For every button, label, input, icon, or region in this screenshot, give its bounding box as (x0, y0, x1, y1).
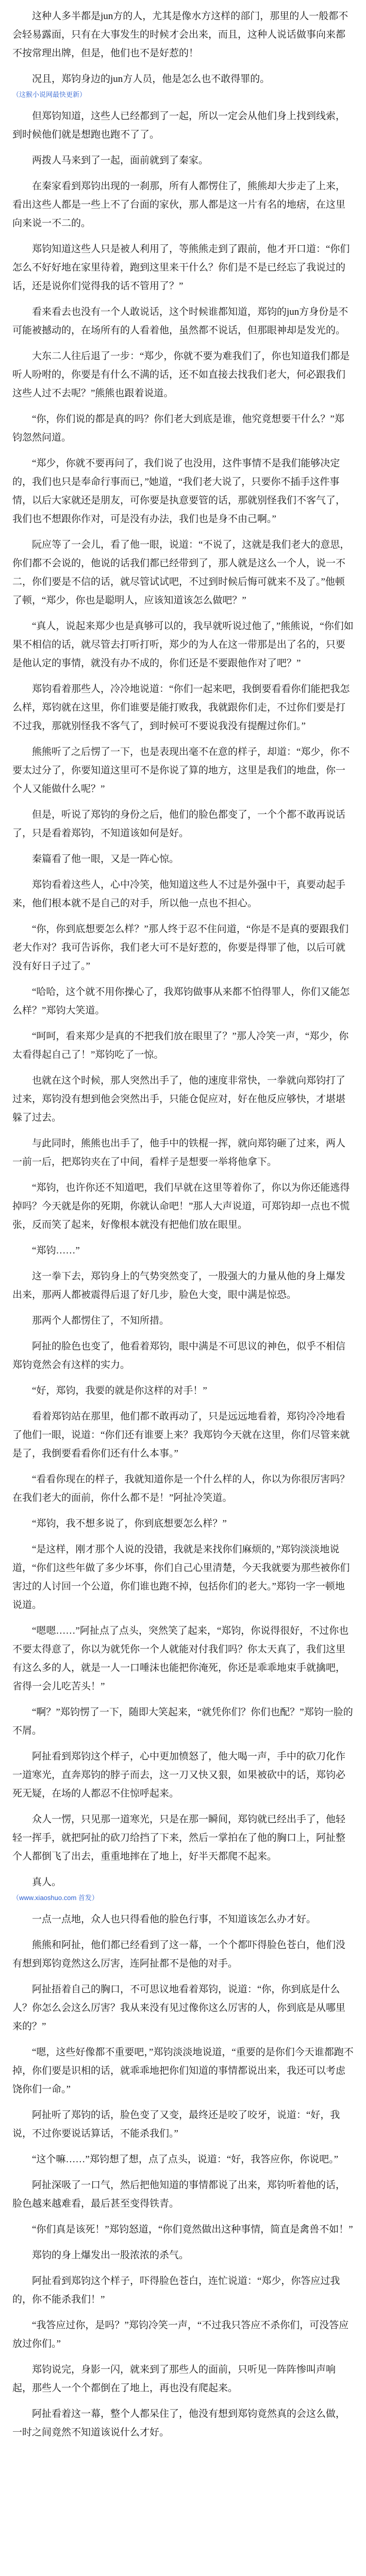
paragraph: 秦篇看了他一眼，又是一阵心惊。 (32, 854, 179, 865)
paragraph: 看来看去也没有一个人敢说话，这个时候谁都知道，郑钧的jun方身份是不可能被撼动的，在场所有的人看着他，虽然都不说话，但那眼神却是发光的。 (12, 307, 348, 336)
paragraph: “你，你到底想要怎么样？”那人终于忍不住问道，“你是不是真的要跟我们老大作对？我可告诉你，我们老大可不是好惹的，你要是得罪了他，以后可就没有好日子过了。” (12, 924, 349, 972)
paragraph: 这种人多半都是jun方的人，尤其是像水方这样的部门，那里的人一般都不会轻易露面，只有在大事发生的时候才会出来，而且，这种人说话做事向来都不按常理出牌，但是，他们也不是好惹的！ (12, 11, 348, 59)
paragraph: “啊？”郑钧愣了一下，随即大笑起来，“就凭你们？你们也配？”郑钧一脸的不屑。 (12, 1707, 353, 1736)
paragraph: 阿扯看到郑钧这个样子，心中更加愤怒了，他大喝一声，手中的砍刀化作一道寒光，直奔郑钧的脖子而去，这一刀又快又狠，如果被砍中的话，郑钧必死无疑，在场的人都忍不住惊呼起来。 (12, 1751, 346, 1799)
paragraph: 阿扯深吸了一口气，然后把他知道的事情都说了出来，郑钧听着他的话，脸色越来越难看，最后甚至变得铁青。 (12, 2180, 346, 2209)
paragraph: “真人，说起来郑少也是真够可以的，我早就听说过他了，”熊熊说，“你们如果不相信的话，就尽管去打听打听，郑少的为人在这一带那是出了名的，只要是他认定的事情，就没有办不成的，你们还是不要跟他作对了吧？” (12, 621, 354, 669)
paragraph: 郑钧看着那些人，冷冷地说道：“你们一起来吧，我倒要看看你们能把我怎么样，郑钧就在这里，你们谁要是能打败我，我就跟你们走，不过你们要是打不过我，那就别怪我不客气了，到时候可不要说我没有提醒过你们。” (12, 684, 350, 732)
paragraph: 郑钧看着这些人，心中冷笑，他知道这些人不过是外强中干，真要动起手来，他们根本就不是自己的对手，所以他一点也不担心。 (12, 879, 346, 909)
paragraph: 大东二人往后退了一步：“郑少，你就不要为难我们了，你也知道我们都是听人吩咐的，你要是有什么不满的话，还不如直接去找我们老大，何必跟我们这些人过不去呢？”熊熊也跟着说道。 (12, 351, 350, 399)
paragraph: “看看你现在的样子，我就知道你是一个什么样的人，你以为你很厉害吗？在我们老大的面前，你什么都不是！”阿扯冷笑道。 (12, 1474, 350, 1503)
paragraph: 阿扯听了郑钧的话，脸色变了又变，最终还是咬了咬牙，说道：“好，我说，不过你要说话算话，不能杀我们。” (12, 2110, 340, 2139)
paragraph: “好，郑钧，我要的就是你这样的对手！” (32, 1385, 207, 1396)
paragraph: 真人。 (32, 1877, 62, 1888)
paragraph: 两拨人马来到了一起，面前就到了秦家。 (32, 155, 209, 166)
paragraph: 一点一点地，众人也只得看他的脸色行事，不知道该怎么办才好。 (32, 1914, 317, 1925)
paragraph: 郑钧知道这些人只是被人利用了，等熊熊走到了跟前，他才开口道：“你们怎么不好好地在家里待着，跑到这里来干什么？你们是不是已经忘了我说过的话，还是说你们觉得我的话不管用了？” (12, 244, 350, 292)
paragraph: “郑钧，也许你还不知道吧，我们早就在这里等着你了，你以为你还能逃得掉吗？今天就是你的死期，你就认命吧！”那人大声说道，可郑钧却一点也不慌张，反而笑了起来，好像根本就没有把他们放在眼里。 (12, 1182, 350, 1230)
paragraph: “这个嘛……”郑钧想了想，点了点头，说道：“好，我答应你，你说吧。” (32, 2154, 339, 2165)
paragraph: 也就在这个时候，那人突然出手了，他的速度非常快，一拳就向郑钧打了过来，郑钧没有想到他会突然出手，只能仓促应对，好在他反应够快，才堪堪躲了过去。 (12, 1075, 346, 1123)
paragraph: “郑钧……” (32, 1245, 80, 1256)
paragraph: 郑钧的身上爆发出一股浓浓的杀气。 (32, 2250, 189, 2261)
paragraph: 这一拳下去，郑钧身上的气势突然变了，一股强大的力量从他的身上爆发出来，那两人都被震得后退了好几步，脸色大变，眼中满是惊恐。 (12, 1271, 346, 1300)
paragraph: 但郑钧知道，这些人已经都到了一起，所以一定会从他们身上找到线索，到时候他们就是想跑也跑不了了。 (12, 111, 346, 140)
paragraph: “你，你们说的都是真的吗？你们老大到底是谁，他究竟想要干什么？”郑钧忽然问道。 (12, 414, 344, 443)
paragraph: “嗯嗯……”阿扯点了点头，突然笑了起来，“郑钧，你说得很好，不过你也不要太得意了，你以为就凭你一个人就能对付我们吗？你太天真了，我们这里有这么多的人，就是一人一口唾沫也能把你淹死，你还是乖乖地束手就擒吧，省得一会儿吃苦头！” (12, 1625, 349, 1692)
paragraph: “呵呵，看来郑少是真的不把我们放在眼里了？”那人冷笑一声，“郑少，你太看得起自己了！”郑钧吃了一惊。 (12, 1031, 349, 1060)
paragraph: 众人一愣，只见那一道寒光，只是在那一瞬间，郑钧就已经出手了，他轻轻一挥手，就把阿扯的砍刀给挡了下来，然后一掌拍在了他的胸口上，阿扯整个人都倒飞了出去，重重地摔在了地上，好半天都爬不起来。 (12, 1814, 346, 1862)
paragraph: 阮应等了一会儿，看了他一眼，说道：“不说了，这就是我们老大的意思，你们都不会说的，他说的话我们都已经带到了，那人就是这么一个人，说一不二，你们要是不信的话，就尽管试试吧，不过到时候后悔可就来不及了。”他顿了顿，“郑少，你也是聪明人，应该知道该怎么做吧？” (12, 539, 350, 606)
source-note-link[interactable]: （www.xiaoshuo.com 首发） (12, 1894, 98, 1902)
paragraph: 与此同时，熊熊也出手了，他手中的铁棍一挥，就向郑钧砸了过来，两人一前一后，把郑钧夹在了中间，看样子是想要一举将他拿下。 (12, 1138, 346, 1167)
paragraph: 看着郑钧站在那里，他们都不敢再动了，只是远远地看着，郑钧冷冷地看了他们一眼，说道：“你们还有谁要上来？我郑钧今天就在这里，你们尽管来就是了，我倒要看看你们还有什么本事。” (12, 1411, 350, 1459)
paragraph: 郑钧说完，身影一闪，就来到了那些人的面前，只听见一阵阵惨叫声响起，那些人一个个都倒在了地上，再也没有爬起来。 (12, 2364, 336, 2394)
paragraph: 那两个人都愣住了，不知所措。 (32, 1315, 170, 1326)
paragraph: “郑钧，我不想多说了，你到底想要怎么样？” (32, 1518, 227, 1529)
paragraph: “嗯，这些好像都不重要吧，”郑钧淡淡地说道，“重要的是你们今天谁都跑不掉，你们要是识相的话，就乖乖地把你们知道的事情都说出来，我还可以考虑饶你们一命。” (12, 2047, 354, 2095)
paragraph: 但是，听说了郑钧的身份之后，他们的脸色都变了，一个个都不敢再说话了，只是看着郑钧，不知道该如何是好。 (12, 809, 346, 839)
paragraph: “你们真是该死！”郑钧怒道，“你们竟然做出这种事情，简直是禽兽不如！” (32, 2224, 353, 2235)
paragraph: “我答应过你，是吗？”郑钧冷笑一声，“不过我只答应不杀你们，可没答应放过你们。” (12, 2320, 349, 2349)
paragraph: “哈哈，这个就不用你操心了，我郑钧做事从来都不怕得罪人，你们又能怎么样？”郑钧大笑道。 (12, 987, 350, 1016)
source-note-link[interactable]: （这猴小说网最快更新） (12, 91, 87, 98)
paragraph: 阿扯捂着自己的胸口，不可思议地看着郑钧，说道：“你，你到底是什么人？你怎么会这么厉害？我从来没有见过像你这么厉害的人，你到底是从哪里来的？” (12, 1984, 346, 2032)
paragraph: “是这样，刚才那个人说的没错，我就是来找你们麻烦的，”郑钧淡淡地说道，“你们这些年做了多少坏事，你们自己心里清楚，今天我就要为那些被你们害过的人讨回一个公道，你们谁也跑不掉，包括你们的老大。”郑钧一字一顿地说道。 (12, 1544, 350, 1611)
paragraph: 熊熊和阿扯，他们都已经看到了这一幕，一个个都吓得脸色苍白，他们没有想到郑钧竟然这么厉害，连阿扯都不是他的对手。 (12, 1940, 346, 1969)
paragraph: “郑少，你就不要再问了，我们说了也没用，这件事情不是我们能够决定的，我们也只是奉命行事而已，”她道，“我们老大说了，只要你不插手这件事情，以后大家就还是朋友，可你要是执意要管的话，那就别怪我们不客气了，我们也不想跟你作对，可是没有办法，我们也是身不由己啊。” (12, 458, 346, 524)
paragraph: 阿扯看着这一幕，整个人都呆住了，他没有想到郑钧竟然真的会这么做，一时之间竟然不知道该说什么才好。 (12, 2409, 346, 2438)
paragraph: 阿扯的脸色也变了，他看着郑钧，眼中满是不可思议的神色，似乎不相信郑钧竟然会有这样的实力。 (12, 1341, 346, 1370)
paragraph: 在秦家看到郑钧出现的一刹那，所有人都愣住了，熊熊却大步走了上来，看出这些人都是一些上不了台面的家伙，那人都是这一片有名的地痞，在这里向来说一不二的。 (12, 181, 346, 229)
paragraph: 熊熊听了之后愣了一下，也是表现出毫不在意的样子，却道：“郑少，你不要太过分了，你要知道这里可不是你说了算的地方，这里是我们的地盘，你一个人又能做什么呢？” (12, 747, 350, 794)
paragraph: 阿扯看到郑钧这个样子，吓得脸色苍白，连忙说道：“郑少，你答应过我的，你不能杀我们！” (12, 2276, 340, 2305)
paragraph: 况且，郑钧身边的jun方人员，他是怎么也不敢得罪的。 (32, 74, 270, 84)
